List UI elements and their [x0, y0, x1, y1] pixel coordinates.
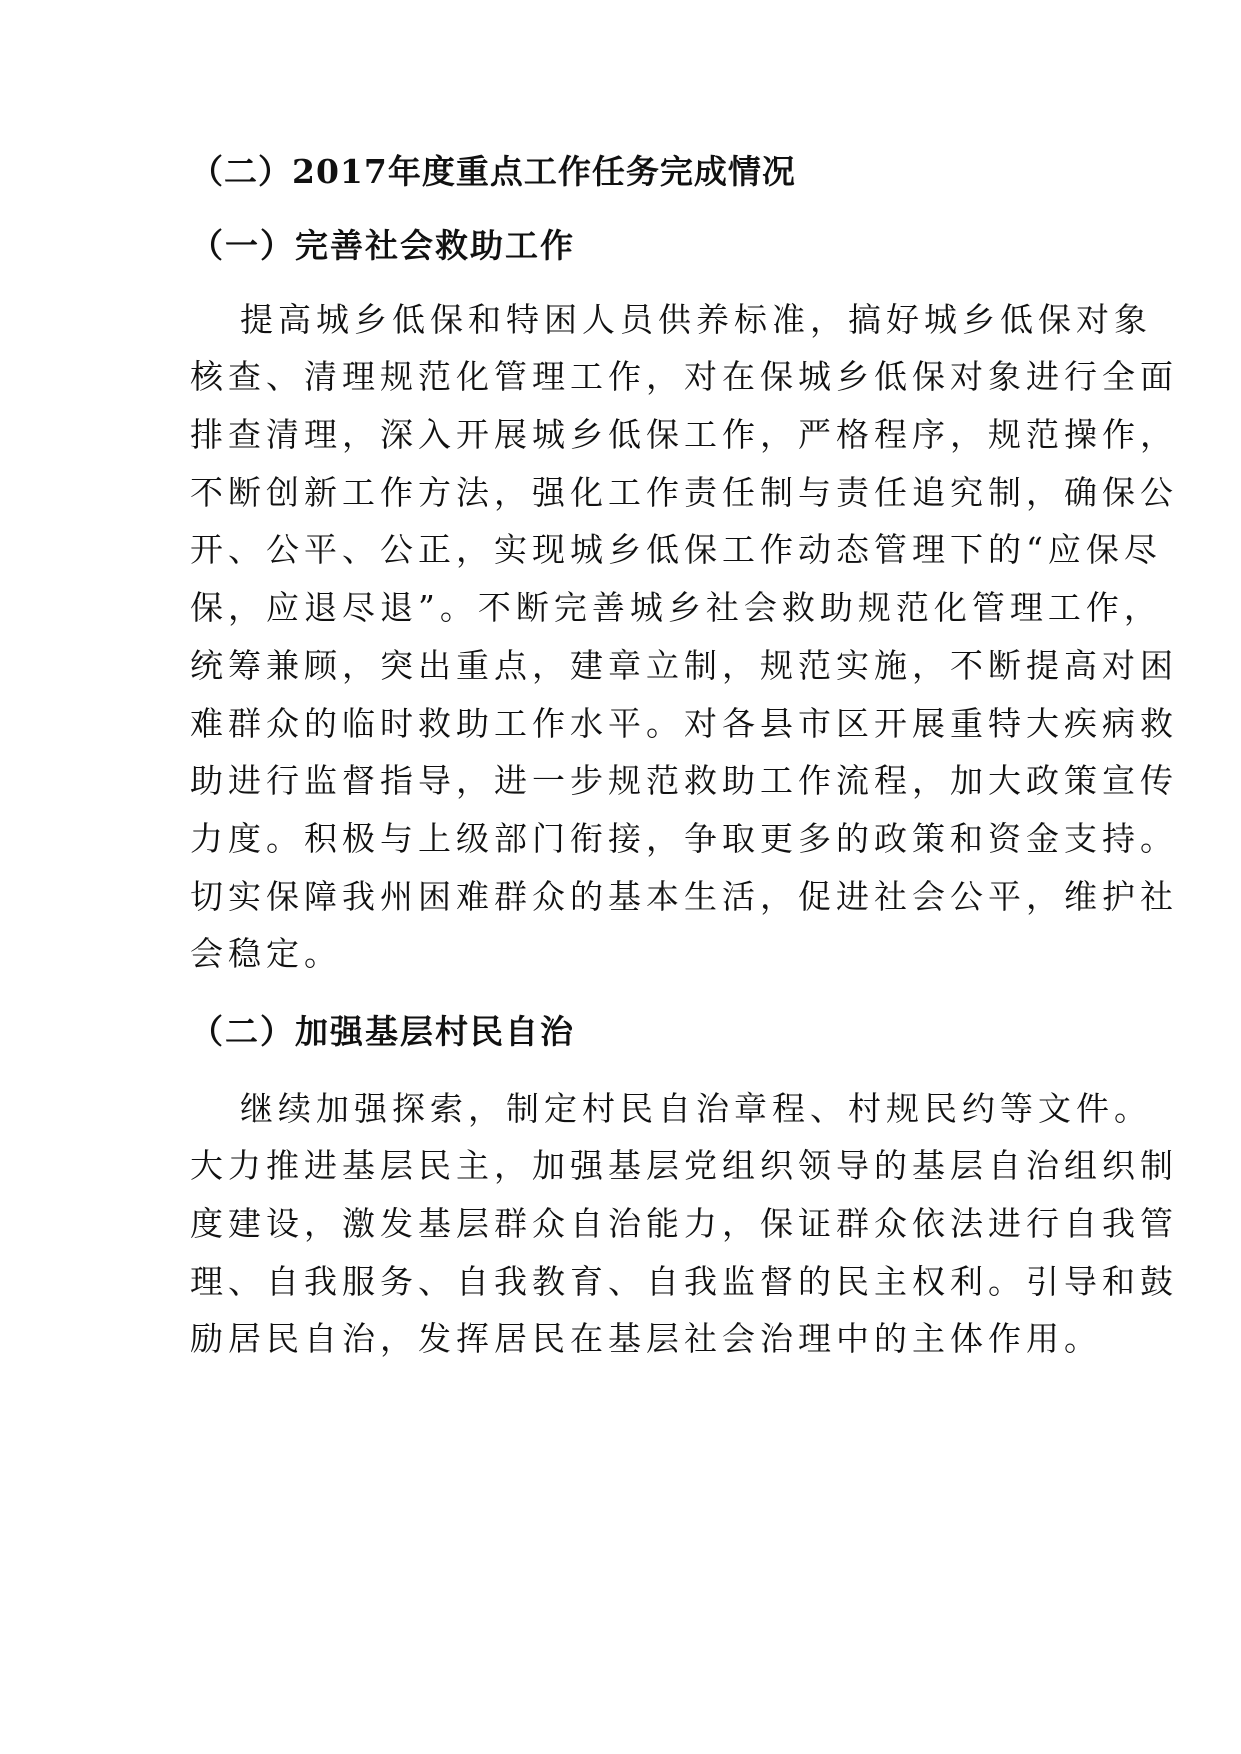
- paragraph-line: 大力推进基层民主，加强基层党组织领导的基层自治组织制: [190, 1146, 1178, 1185]
- paragraph-line: 保，应退尽退”。不断完善城乡社会救助规范化管理工作，: [190, 588, 1162, 627]
- paragraph-line: 不断创新工作方法，强化工作责任制与责任追究制，确保公: [190, 473, 1178, 512]
- document-title: （二）2017年度重点工作任务完成情况: [190, 152, 796, 191]
- paragraph-line: 排查清理，深入开展城乡低保工作，严格程序，规范操作，: [190, 415, 1178, 454]
- paragraph-line: 力度。积极与上级部门衔接，争取更多的政策和资金支持。: [190, 819, 1178, 858]
- paragraph-line: 统筹兼顾，突出重点，建章立制，规范实施，不断提高对困: [190, 646, 1178, 685]
- paragraph-line: 提高城乡低保和特困人员供养标准，搞好城乡低保对象: [240, 300, 1152, 339]
- paragraph-line: 助进行监督指导，进一步规范救助工作流程，加大政策宣传: [190, 761, 1178, 800]
- paragraph-line: 切实保障我州困难群众的基本生活，促进社会公平，维护社: [190, 877, 1178, 916]
- paragraph-line: 继续加强探索，制定村民自治章程、村规民约等文件。: [240, 1089, 1152, 1128]
- section-heading-2: （二）加强基层村民自治: [190, 1012, 575, 1051]
- paragraph-line: 会稳定。: [190, 934, 342, 973]
- paragraph-line: 难群众的临时救助工作水平。对各县市区开展重特大疾病救: [190, 704, 1178, 743]
- paragraph-line: 励居民自治，发挥居民在基层社会治理中的主体作用。: [190, 1319, 1102, 1358]
- paragraph-line: 度建设，激发基层群众自治能力，保证群众依法进行自我管: [190, 1204, 1178, 1243]
- paragraph-line: 核查、清理规范化管理工作，对在保城乡低保对象进行全面: [190, 357, 1178, 396]
- paragraph-line: 开、公平、公正，实现城乡低保工作动态管理下的“应保尽: [190, 530, 1162, 569]
- section-heading-1: （一）完善社会救助工作: [190, 226, 575, 265]
- paragraph-line: 理、自我服务、自我教育、自我监督的民主权利。引导和鼓: [190, 1262, 1178, 1301]
